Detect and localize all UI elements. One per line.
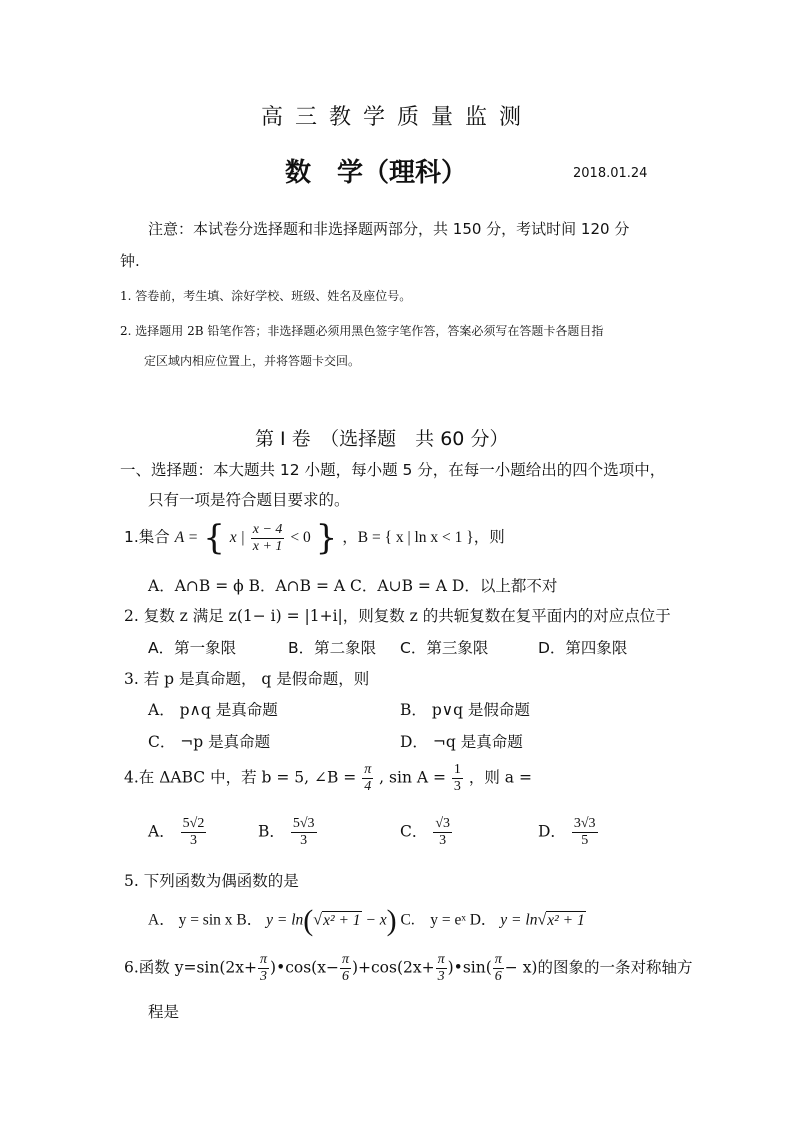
q6-frac-b (340, 952, 351, 985)
q6-part-5: − x)的图象的一条对称轴方 (504, 958, 693, 977)
exam-header-title: 高三教学质量监测 (260, 105, 533, 130)
q4-option-c (400, 816, 453, 849)
q4-mid: , sin A = (379, 768, 446, 787)
q6-pi: π (437, 952, 445, 967)
question-4 (124, 762, 532, 795)
q4-b-frac (291, 816, 317, 849)
notice-item-2: 2. 选择题用 2B 铅笔作答；非选择题必须用黑色签字笔作答，答案必须写在答题卡各题目指 (120, 324, 604, 338)
q5-b-inner: x² + 1 (323, 911, 361, 929)
q1-options: A．A∩B = ϕ B．A∩B = A C．A∪B = A D．以上都不对 (148, 577, 558, 595)
q1-den: x + 1 (252, 538, 283, 554)
q3-option-d: D． ¬q 是真命题 (400, 733, 523, 751)
q4-three: 3 (453, 779, 461, 794)
q5-options (148, 904, 586, 938)
q4-option-a (148, 816, 207, 849)
question-1 (124, 518, 505, 558)
question-5: 5. 下列函数为偶函数的是 (124, 872, 299, 890)
q4-frac-pi4 (362, 762, 373, 795)
q4-c-frac (433, 816, 452, 849)
q5-d-inner: x² + 1 (547, 911, 585, 929)
q3-option-b: B． p∨q 是假命题 (400, 701, 530, 719)
q5-option-a: A． y = sin x B． (148, 911, 263, 929)
q6-frac-c (436, 952, 447, 985)
q4-a-den: 3 (189, 833, 197, 848)
q4-b-label: B． (258, 822, 285, 841)
sqrt-icon: √ (537, 911, 547, 929)
q4-frac-13 (452, 762, 463, 795)
subject-title: 数 学（理科） (285, 158, 468, 188)
q6-pi: π (341, 952, 349, 967)
q4-option-d (538, 816, 599, 849)
q4-one: 1 (453, 762, 461, 777)
q1-set-b: ，B = { x | ln x < 1 }，则 (342, 529, 505, 546)
q6-three: 3 (437, 969, 445, 984)
left-paren-icon: ( (303, 904, 314, 937)
q5-b-tail: − x (365, 911, 387, 929)
q2-option-b: B．第二象限 (288, 639, 377, 657)
left-brace-icon: { (203, 518, 225, 558)
q2-option-d: D．第四象限 (538, 639, 628, 657)
q1-num: x − 4 (252, 521, 283, 537)
q4-suffix: ，则 a = (468, 768, 532, 787)
q6-part-1: 6.函数 y=sin(2x+ (124, 958, 257, 977)
q4-a-num: 5√2 (182, 816, 205, 831)
q6-frac-a (258, 952, 269, 985)
q1-fraction (251, 522, 285, 555)
q6-six: 6 (494, 969, 502, 984)
sqrt-icon: √ (313, 911, 323, 929)
q4-prefix: 4.在 ΔABC 中，若 b = 5, ∠B = (124, 768, 357, 787)
q6-six: 6 (341, 969, 349, 984)
q4-a-frac (181, 816, 207, 849)
question-6 (124, 952, 693, 985)
q6-part-3: )+cos(2x+ (351, 958, 435, 977)
question-6-cont: 程是 (148, 1003, 180, 1021)
notice-line: 注意：本试卷分选择题和非选择题两部分，共 150 分，考试时间 120 分 (148, 220, 630, 238)
q1-x-bar: x | (229, 529, 245, 546)
q4-c-num: √3 (435, 816, 450, 831)
notice-item-2-cont: 定区域内相应位置上，并将答题卡交回。 (144, 354, 361, 368)
q6-part-2: )•cos(x− (270, 958, 339, 977)
q2-option-a: A．第一象限 (148, 639, 237, 657)
q6-frac-d (493, 952, 504, 985)
q2-option-c: C．第三象限 (400, 639, 489, 657)
q4-a-label: A． (148, 822, 175, 841)
q5-d-expr: y = ln (500, 911, 538, 929)
q4-c-den: 3 (439, 833, 447, 848)
q3-option-a: A． p∧q 是真命题 (148, 701, 278, 719)
q5-option-c-d: C. y = eˣ D． (400, 911, 497, 929)
q4-pi: π (364, 762, 372, 777)
q6-pi: π (494, 952, 502, 967)
q4-d-num: 3√3 (573, 816, 596, 831)
q4-d-label: D． (538, 822, 566, 841)
q4-d-frac (572, 816, 598, 849)
section-title: 第 Ⅰ 卷 （选择题 共 60 分） (255, 428, 509, 450)
q6-three: 3 (260, 969, 267, 984)
q1-ineq: < 0 (290, 529, 311, 546)
section-intro: 一、选择题：本大题共 12 小题，每小题 5 分，在每一小题给出的四个选项中， (120, 461, 666, 479)
q4-c-label: C． (400, 822, 428, 841)
q1-set-a: A = (174, 529, 199, 546)
right-brace-icon: } (315, 518, 338, 558)
q4-d-den: 5 (581, 833, 589, 848)
notice-item-1: 1. 答卷前，考生填、涂好学校、班级、姓名及座位号。 (120, 289, 412, 303)
notice-line-cont: 钟. (120, 252, 140, 270)
question-2: 2. 复数 z 满足 z(1− i) = |1+i|，则复数 z 的共轭复数在复平面内的对应点位于 (124, 607, 671, 625)
q6-pi: π (260, 952, 268, 967)
q1-prefix: 1.集合 (124, 528, 170, 546)
q4-b-den: 3 (300, 833, 308, 848)
exam-date: 2018.01.24 (573, 166, 648, 181)
q5-b-expr: y = ln (266, 911, 304, 929)
q4-four: 4 (364, 779, 372, 794)
section-intro-cont: 只有一项是符合题目要求的。 (148, 491, 350, 509)
q4-b-num: 5√3 (292, 816, 315, 831)
q3-option-c: C． ¬p 是真命题 (148, 733, 271, 751)
q6-part-4: )•sin( (447, 958, 492, 977)
question-3: 3. 若 p 是真命题， q 是假命题，则 (124, 670, 370, 688)
q4-option-b (258, 816, 318, 849)
right-paren-icon: ) (386, 904, 397, 937)
